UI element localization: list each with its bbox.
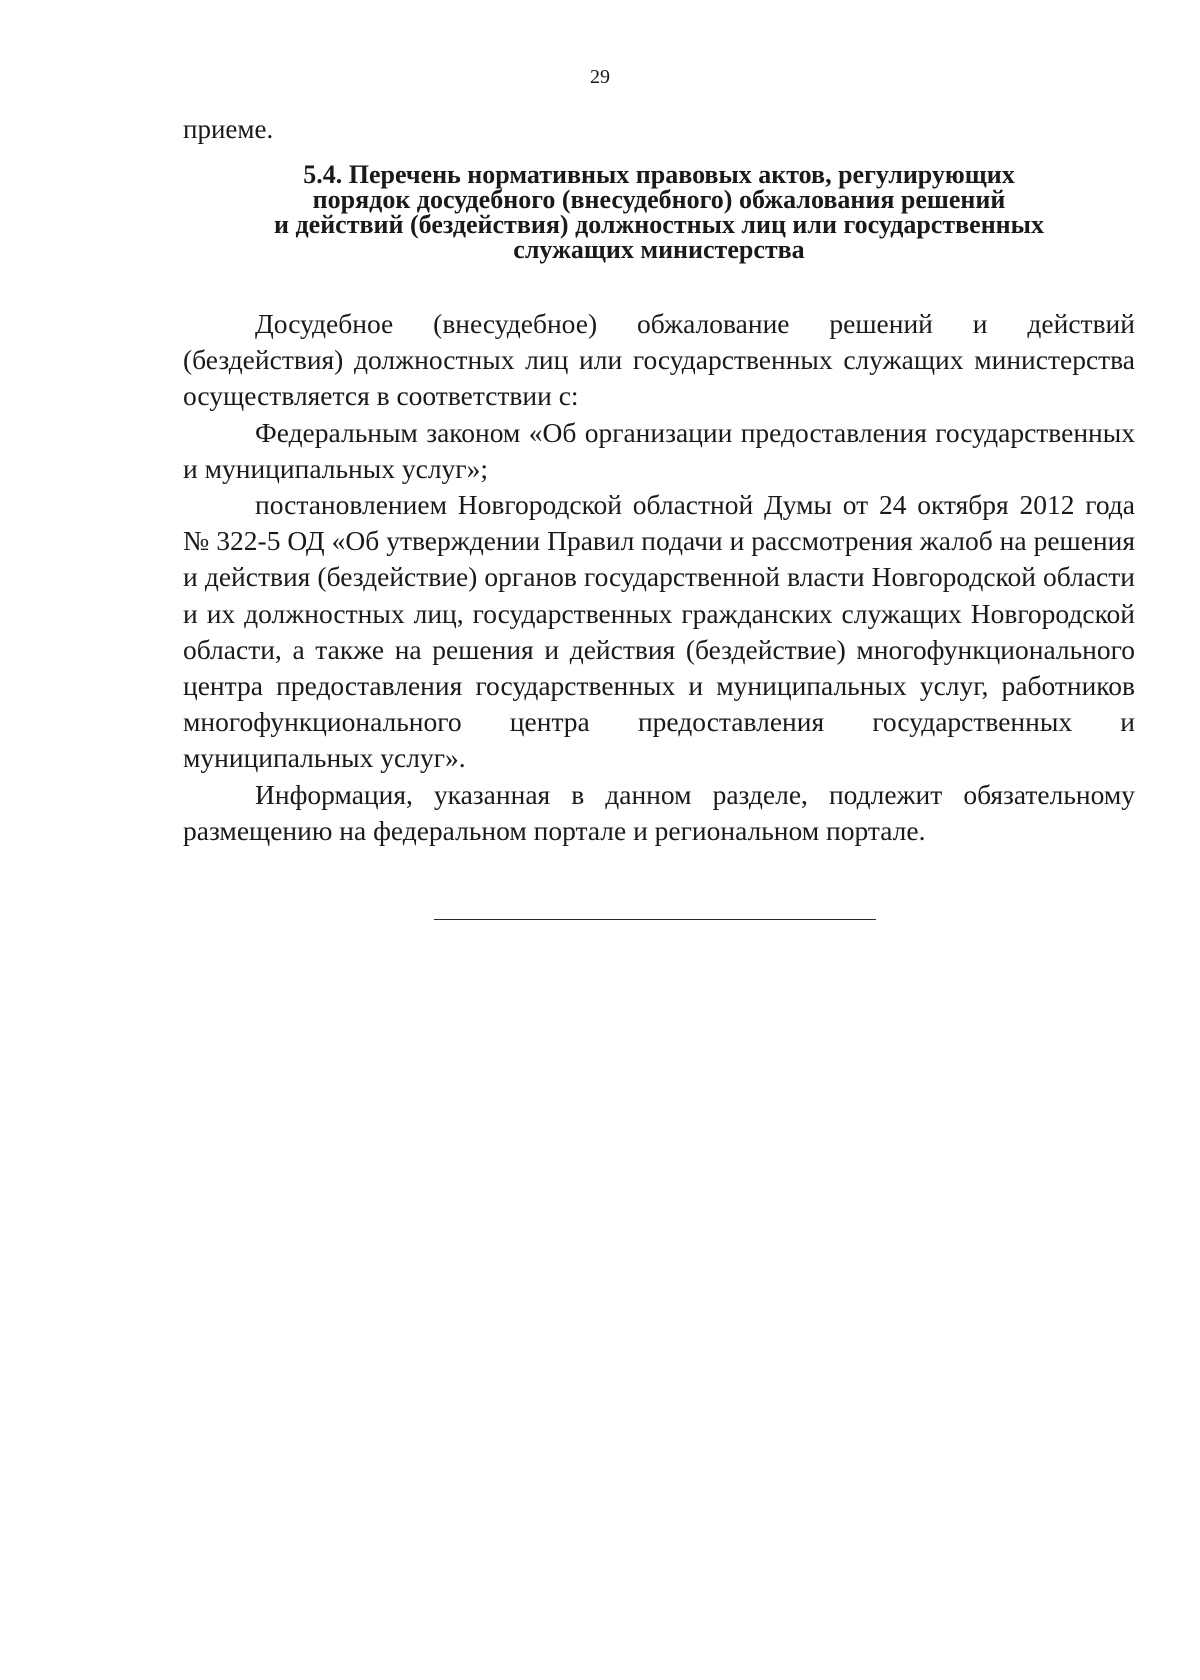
paragraph-appeal-basis: Досудебное (внесудебное) обжалование решений и действий (бездействия) должностных лиц или государственных служащих министерства осуществляется в соответствии с: — [183, 308, 1135, 412]
end-divider — [434, 919, 876, 920]
continuation-text: приеме. — [183, 114, 274, 144]
body-text — [183, 306, 1135, 849]
section-heading — [183, 162, 1135, 262]
section-heading-line: порядок досудебного (внесудебного) обжалования решений — [312, 185, 1006, 214]
section-heading-line: 5.4. Перечень нормативных правовых актов, регулирующих — [303, 160, 1015, 189]
paragraph-regional-resolution: постановлением Новгородской областной Думы от 24 октября 2012 года № 322-5 ОД «Об утверждении Правил подачи и рассмотрения жалоб на решения и действия (бездействие) органов государственной власти Новгородской области и их должностных лиц, государственных гражданских служащих Новгородской области, а также на решения и действия (бездействие) многофункционального центра предоставления государственных и муниципальных услуг, работников многофункционального центра предоставления государственных и муниципальных услуг». — [183, 489, 1135, 774]
paragraph-publication-note: Информация, указанная в данном разделе, подлежит обязательному размещению на федеральном портале и региональном портале. — [183, 778, 1135, 846]
section-heading-line: служащих министерства — [513, 235, 805, 264]
section-heading-line: и действий (бездействия) должностных лиц или государственных — [274, 210, 1044, 239]
paragraph-federal-law: Федеральным законом «Об организации предоставления государственных и муниципальных услуг»; — [183, 416, 1135, 484]
page-number: 29 — [590, 66, 610, 88]
